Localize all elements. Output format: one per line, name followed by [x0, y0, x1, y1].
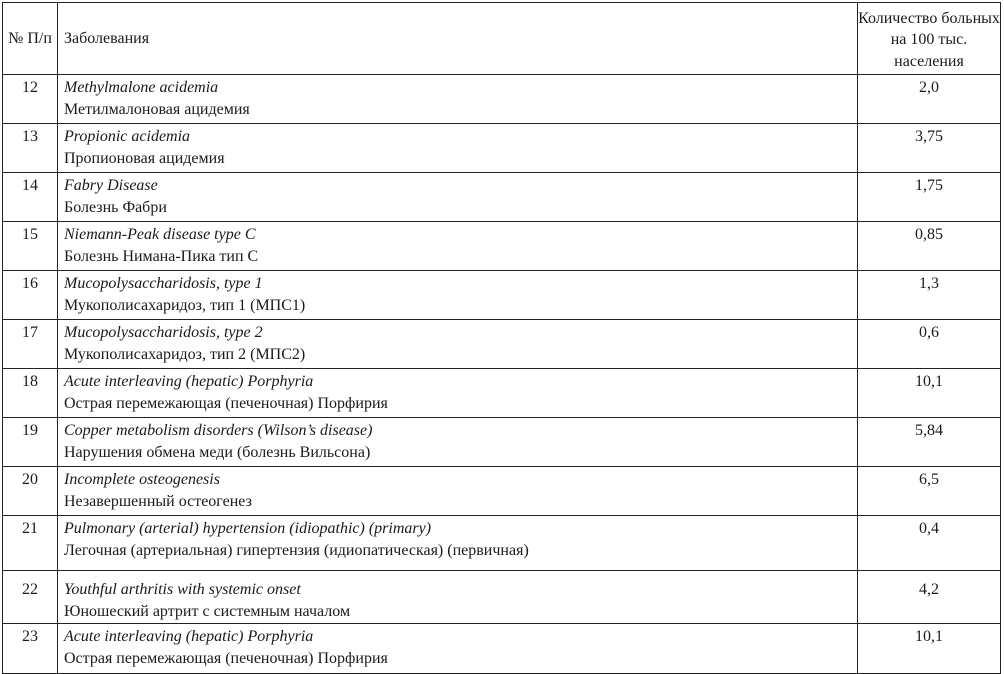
header-disease: Заболевания — [58, 3, 858, 75]
disease-name-en: Mucopolysaccharidosis, type 1 — [64, 275, 263, 292]
row-number: 15 — [3, 222, 58, 271]
row-count: 4,2 — [858, 571, 1001, 624]
header-number: № П/п — [3, 3, 58, 75]
table-row — [3, 173, 1001, 222]
table-row — [3, 320, 1001, 369]
table-row — [3, 418, 1001, 467]
disease-name-en: Copper metabolism disorders (Wilson’s disease) — [64, 422, 373, 439]
table-row — [3, 369, 1001, 418]
row-disease — [58, 124, 858, 173]
row-disease — [58, 369, 858, 418]
row-count: 1,75 — [858, 173, 1001, 222]
disease-name-en: Propionic acidemia — [64, 128, 191, 145]
disease-name-ru: Метилмалоновая ацидемия — [64, 101, 250, 118]
row-disease — [58, 571, 858, 624]
row-count: 3,75 — [858, 124, 1001, 173]
table-row — [3, 222, 1001, 271]
row-number: 21 — [3, 516, 58, 571]
row-number: 12 — [3, 75, 58, 124]
disease-name-en: Mucopolysaccharidosis, type 2 — [64, 324, 263, 341]
header-count: Количество больных на 100 тыс. населения — [858, 3, 1001, 75]
table-row — [3, 571, 1001, 624]
row-number: 23 — [3, 624, 58, 674]
disease-name-ru: Незавершенный остеогенез — [64, 493, 252, 510]
disease-name-en: Acute interleaving (hepatic) Porphyria — [64, 373, 314, 390]
row-count: 1,3 — [858, 271, 1001, 320]
disease-name-ru: Острая перемежающая (печеночная) Порфирия — [64, 395, 388, 412]
table-row — [3, 624, 1001, 674]
disease-name-ru: Болезнь Фабри — [64, 199, 167, 216]
row-count: 0,4 — [858, 516, 1001, 571]
disease-name-en: Youthful arthritis with systemic onset — [64, 581, 301, 598]
row-number: 13 — [3, 124, 58, 173]
row-number: 19 — [3, 418, 58, 467]
table-row — [3, 467, 1001, 516]
disease-name-en: Incomplete osteogenesis — [64, 471, 220, 488]
row-number: 18 — [3, 369, 58, 418]
disease-name-ru: Легочная (артериальная) гипертензия (идиопатическая) (первичная) — [64, 542, 529, 559]
disease-name-ru: Мукополисахаридоз, тип 2 (МПС2) — [64, 346, 306, 363]
table-row — [3, 75, 1001, 124]
disease-name-en: Methylmalone acidemia — [64, 79, 219, 96]
row-disease — [58, 624, 858, 674]
disease-name-ru: Острая перемежающая (печеночная) Порфирия — [64, 650, 388, 667]
disease-name-en: Acute interleaving (hepatic) Porphyria — [64, 628, 314, 645]
row-disease — [58, 320, 858, 369]
disease-name-ru: Юношеский артрит с системным началом — [64, 603, 351, 620]
row-count: 10,1 — [858, 369, 1001, 418]
disease-table — [2, 2, 1001, 674]
row-disease — [58, 271, 858, 320]
row-number: 17 — [3, 320, 58, 369]
disease-name-en: Fabry Disease — [64, 177, 158, 194]
row-disease — [58, 418, 858, 467]
disease-name-ru: Нарушения обмена меди (болезнь Вильсона) — [64, 444, 371, 461]
row-count: 0,85 — [858, 222, 1001, 271]
disease-name-ru: Мукополисахаридоз, тип 1 (МПС1) — [64, 297, 306, 314]
table-row — [3, 516, 1001, 571]
disease-name-ru: Пропионовая ацидемия — [64, 150, 225, 167]
row-number: 20 — [3, 467, 58, 516]
row-count: 10,1 — [858, 624, 1001, 674]
row-count: 2,0 — [858, 75, 1001, 124]
disease-name-en: Pulmonary (arterial) hypertension (idiopathic) (primary) — [64, 520, 432, 537]
header-row — [3, 3, 1001, 75]
row-number: 16 — [3, 271, 58, 320]
table-row — [3, 271, 1001, 320]
row-count: 0,6 — [858, 320, 1001, 369]
disease-name-ru: Болезнь Нимана-Пика тип С — [64, 248, 259, 265]
row-disease — [58, 516, 858, 571]
row-count: 6,5 — [858, 467, 1001, 516]
row-disease — [58, 467, 858, 516]
row-disease — [58, 222, 858, 271]
row-count: 5,84 — [858, 418, 1001, 467]
row-number: 14 — [3, 173, 58, 222]
row-disease — [58, 173, 858, 222]
row-number: 22 — [3, 571, 58, 624]
disease-name-en: Niemann-Peak disease type C — [64, 226, 256, 243]
table-row — [3, 124, 1001, 173]
row-disease — [58, 75, 858, 124]
